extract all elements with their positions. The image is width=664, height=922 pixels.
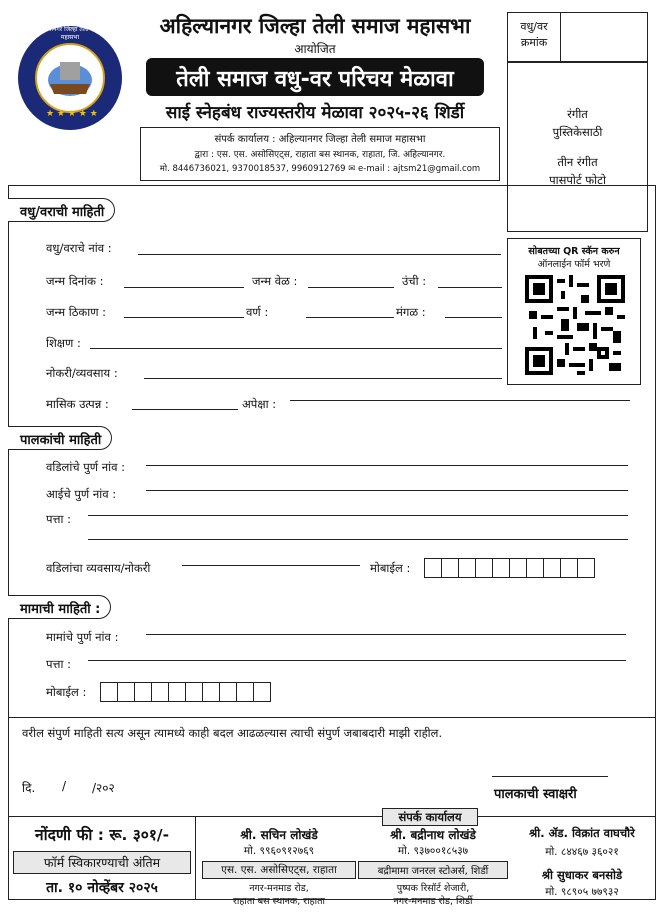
label-birth-place: जन्म ठिकाण :: [46, 305, 107, 319]
photo-line-4: पासपोर्ट फोटो: [549, 173, 606, 187]
serial-divider: [560, 13, 561, 61]
section-parents: पालकांची माहिती: [8, 426, 112, 450]
input-expectation[interactable]: [290, 400, 630, 401]
input-complexion[interactable]: [306, 317, 394, 318]
section-uncle: मामाची माहिती :: [8, 595, 111, 619]
svg-text:★ ★ ★ ★ ★: ★ ★ ★ ★ ★: [46, 109, 98, 119]
input-income[interactable]: [132, 409, 238, 410]
contact-title: संपर्क कार्यालय: [382, 808, 478, 826]
event-title-text: तेली समाज वधु-वर परिचय मेळावा: [176, 67, 454, 92]
input-mobile[interactable]: [424, 558, 594, 578]
c1-addr1: नगर-मनमाड रोड,: [249, 883, 309, 894]
label-address: पत्ता :: [46, 512, 71, 526]
c3-phone: मो. ८४४६७ ३६०२१: [545, 846, 619, 858]
declaration: वरील संपुर्ण माहिती सत्य असून त्यामध्ये काही बदल आढळल्यास त्याची संपुर्ण जबाबदारी माझी राहील.: [22, 726, 443, 740]
date-slash: /: [62, 779, 67, 793]
last-date-label: फॉर्म स्विकारण्याची अंतिम: [13, 851, 191, 874]
photo-line-3: तीन रंगीत: [557, 155, 598, 169]
label-income: मासिक उत्पन्न :: [46, 397, 109, 411]
input-father-name[interactable]: [146, 465, 628, 466]
input-uncle-mobile[interactable]: [100, 682, 270, 702]
label-father-job: वडिलांचा व्यवसाय/नोकरी: [46, 561, 151, 575]
signature-label: पालकाची स्वाक्षरी: [494, 787, 577, 802]
input-birth-place[interactable]: [124, 317, 244, 318]
label-uncle-mobile: मोबाईल :: [46, 685, 87, 699]
event-subtitle: साई स्नेहबंध राज्यस्तरीय मेळावा २०२५-२६ शिर्डी: [165, 103, 465, 123]
input-address-1[interactable]: [88, 515, 628, 516]
contact-phone: मो. 8446736021, 9370018537, 9960912769 ✉ e-mail : ajtsm21@gmail.com: [159, 164, 481, 174]
qr-box: [507, 238, 641, 385]
c2-office: बद्रीमामा जनरल स्टोअर्स, शिर्डी: [358, 861, 508, 879]
declaration-divider: [8, 717, 656, 718]
c1-addr2: राहाता बस स्थानक, राहाता: [233, 896, 325, 907]
serial-label-2: क्रमांक: [520, 36, 548, 49]
organized-by: आयोजित: [294, 42, 336, 56]
c4-phone: मो. ९८९०५ ७७९३२: [545, 886, 619, 898]
label-dob: जन्म दिनांक :: [46, 274, 104, 288]
contact-2: [358, 826, 508, 907]
input-uncle-name[interactable]: [146, 634, 626, 635]
label-expectation: अपेक्षा :: [242, 397, 277, 411]
input-height[interactable]: [438, 287, 502, 288]
contact-box: [140, 127, 500, 181]
photo-line-2: पुस्तिकेसाठी: [552, 125, 603, 139]
serial-label-1: वधु/वर: [520, 20, 548, 33]
c1-phone: मो. ९९६०९१२७६९: [243, 845, 315, 857]
section-bride-groom: वधु/वराची माहिती: [8, 198, 115, 222]
c1-name: श्री. सचिन लोखंडे: [240, 828, 318, 842]
label-birth-time: जन्म वेळ :: [252, 274, 298, 288]
contact-address: द्वारा : एस. एस. असोसिएट्स, राहाता बस स्थानक, राहाता, जि. अहिल्यानगर.: [194, 150, 446, 160]
c4-name: श्री सुधाकर बनसोडे: [541, 868, 623, 882]
label-height: उंची :: [402, 274, 427, 288]
c1-office: एस. एस. असोसिएट्स, राहाता: [202, 861, 356, 879]
qr-caption-2: ऑनलाईन फॉर्म भरणे: [537, 259, 611, 270]
label-uncle-address: पत्ता :: [46, 657, 71, 671]
c2-addr1: पुष्पक रिसॉर्ट शेजारी,: [396, 883, 470, 894]
label-complexion: वर्ण :: [246, 305, 269, 319]
logo-text: अहिल्यानगर जिल्हा तेली समाज महासभा: [35, 26, 104, 41]
date-label: दि.: [22, 781, 36, 795]
input-dob[interactable]: [124, 287, 244, 288]
qr-caption-1: सोबतच्या QR स्कॅन करुन: [528, 246, 620, 257]
qr-code[interactable]: [525, 275, 625, 375]
contact-1: [200, 826, 358, 907]
logo: [16, 24, 124, 132]
label-mobile: मोबाईल :: [370, 561, 411, 575]
label-job: नोकरी/व्यवसाय :: [46, 366, 118, 380]
footer-fee-box: [8, 816, 196, 900]
c2-name: श्री. बद्रीनाथ लोखंडे: [390, 828, 476, 842]
input-father-job[interactable]: [182, 565, 360, 566]
contact-3: [510, 826, 654, 899]
c3-name: श्री. ॲड. विक्रांत वाघचौरे: [529, 826, 635, 840]
input-mangal[interactable]: [445, 317, 502, 318]
input-education[interactable]: [90, 348, 502, 349]
event-title: [146, 58, 484, 96]
label-mangal: मंगळ :: [396, 305, 426, 319]
input-job[interactable]: [144, 378, 502, 379]
signature-line: [492, 776, 608, 777]
input-birth-time[interactable]: [308, 287, 394, 288]
serial-box: [507, 12, 648, 62]
fee: नोंदणी फी : रू. ३०१/-: [34, 826, 170, 844]
org-name: अहिल्यानगर जिल्हा तेली समाज महासभा: [159, 14, 471, 38]
date-year: /२०२: [92, 781, 115, 795]
last-date: ता. १० नोव्हेंबर २०२५: [46, 880, 158, 896]
input-address-2[interactable]: [88, 539, 628, 540]
label-mother-name: आईचे पुर्ण नांव :: [46, 487, 117, 501]
label-father-name: वडिलांचे पुर्ण नांव :: [46, 460, 126, 474]
label-name: वधु/वराचे नांव :: [46, 241, 112, 255]
contact-office: संपर्क कार्यालय : अहिल्यानगर जिल्हा तेली समाज महासभा: [214, 134, 426, 145]
label-education: शिक्षण :: [46, 336, 81, 350]
c2-addr2: नगर-मनमाड रोड, शिर्डी: [393, 896, 473, 907]
input-uncle-address[interactable]: [88, 660, 626, 661]
serial-label: [510, 19, 558, 51]
c2-phone: मो. ९३७००१८५३७: [397, 845, 469, 857]
input-mother-name[interactable]: [146, 490, 628, 491]
input-name[interactable]: [138, 254, 501, 255]
label-uncle-name: मामांचे पुर्ण नांव :: [46, 630, 119, 644]
photo-line-1: रंगीत: [567, 107, 588, 121]
